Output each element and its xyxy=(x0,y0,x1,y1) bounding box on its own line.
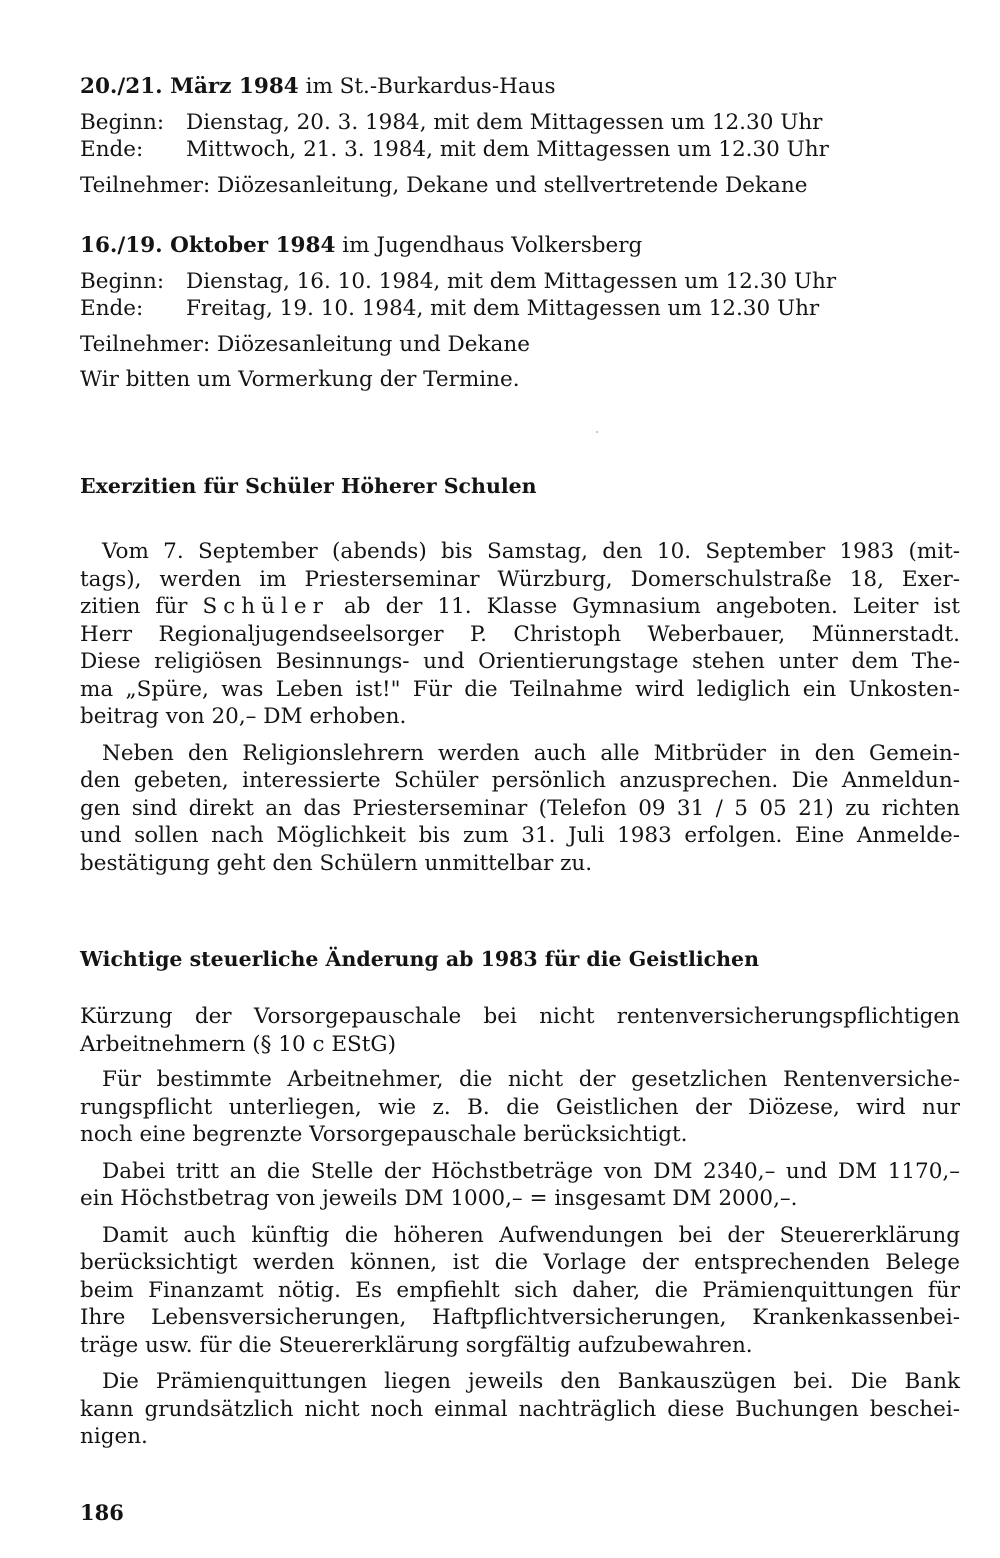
text-line: noch eine begrenzte Vorsorgepauschale berücksichtigt. xyxy=(80,1122,688,1147)
meeting-begin xyxy=(80,267,960,297)
steuer-section xyxy=(80,944,960,1451)
text-line: Ihre Lebensversicherungen, Haftpflichtversicherungen, Krankenkassenbei- xyxy=(80,1305,960,1330)
text-line: Arbeitnehmern (§ 10 c EStG) xyxy=(80,1031,396,1057)
meeting-end xyxy=(80,294,960,324)
steuer-intro xyxy=(80,1003,960,1058)
section-heading: Wichtige steuerliche Änderung ab 1983 für die Geistlichen xyxy=(80,947,759,971)
text-line: gen sind direkt an das Priesterseminar (Telefon 09 31 / 5 05 21) zu richten xyxy=(80,795,960,821)
begin-value: Dienstag, 20. 3. 1984, mit dem Mittagessen um 12.30 Uhr xyxy=(186,110,823,135)
steuer-paragraph-1 xyxy=(80,1066,960,1149)
meeting-place: im Jugendhaus Volkersberg xyxy=(335,233,643,258)
text-line: ma „Spüre, was Leben ist!" Für die Teilnahme wird lediglich ein Unkosten- xyxy=(80,676,960,702)
meeting-participants: Teilnehmer: Diözesanleitung und Dekane xyxy=(80,332,530,357)
text-line: Für bestimmte Arbeitnehmer, die nicht der gesetzlichen Rentenversiche- xyxy=(102,1067,960,1092)
text-line: und sollen nach Möglichkeit bis zum 31. Juli 1983 erfolgen. Eine Anmelde- xyxy=(80,823,960,848)
section-heading: Exerzitien für Schüler Höherer Schulen xyxy=(80,474,537,498)
exerzitien-paragraph-1 xyxy=(80,538,960,731)
exerzitien-paragraph-2 xyxy=(80,740,960,878)
end-label: Ende: xyxy=(80,137,144,162)
text-line: Damit auch künftig die höheren Aufwendungen bei der Steuererklärung xyxy=(102,1222,960,1248)
text-line: bestätigung geht den Schülern unmittelbar zu. xyxy=(80,850,593,876)
steuer-paragraph-2 xyxy=(80,1158,960,1213)
text-line: Herr Regionaljugendseelsorger P. Christoph Weberbauer, Münnerstadt. xyxy=(80,621,960,647)
text-line: beim Finanzamt nötig. Es empfiehlt sich daher, die Prämienquittungen für xyxy=(80,1277,960,1303)
begin-value: Dienstag, 16. 10. 1984, mit dem Mittagessen um 12.30 Uhr xyxy=(186,269,837,294)
exerzitien-section xyxy=(80,471,960,877)
text-line: Kürzung der Vorsorgepauschale bei nicht rentenversicherungspflichtigen xyxy=(80,1004,960,1029)
meeting-block-2 xyxy=(80,231,960,395)
begin-label: Beginn: xyxy=(80,110,165,135)
text-line: rungspflicht unterliegen, wie z. B. die Geistlichen der Diözese, wird nur xyxy=(80,1094,960,1120)
meeting-end xyxy=(80,135,960,165)
text-line xyxy=(80,593,960,621)
meeting-begin xyxy=(80,108,960,138)
steuer-paragraph-4 xyxy=(80,1368,960,1451)
meeting-date: 20./21. März 1984 xyxy=(80,74,299,99)
meetings-note: Wir bitten um Vormerkung der Termine. xyxy=(80,367,520,392)
text-line: Vom 7. September (abends) bis Samstag, den 10. September 1983 (mit- xyxy=(102,539,960,564)
text-line: ein Höchstbetrag von jeweils DM 1000,– = insgesamt DM 2000,–. xyxy=(80,1186,798,1211)
text-fragment: ab der 11. Klasse Gymnasium angeboten. Leiter ist xyxy=(328,594,960,619)
meeting-block-1 xyxy=(80,72,960,201)
text-line: Diese religiösen Besinnungs- und Orientierungstage stehen unter dem The- xyxy=(80,649,960,674)
end-value: Mittwoch, 21. 3. 1984, mit dem Mittagessen um 12.30 Uhr xyxy=(186,137,829,162)
text-line: Dabei tritt an die Stelle der Höchstbeträge von DM 2340,– und DM 1170,– xyxy=(102,1158,960,1184)
meeting-participants: Teilnehmer: Diözesanleitung, Dekane und stellvertretende Dekane xyxy=(80,173,808,198)
text-fragment: zitien für xyxy=(80,594,203,619)
text-line: kann grundsätzlich nicht noch einmal nachträglich diese Buchungen beschei- xyxy=(80,1396,960,1422)
text-line: berücksichtigt werden können, ist die Vorlage der entsprechenden Belege xyxy=(80,1250,960,1275)
text-line: beitrag von 20,– DM erhoben. xyxy=(80,704,407,729)
end-value: Freitag, 19. 10. 1984, mit dem Mittagessen um 12.30 Uhr xyxy=(186,296,820,321)
text-line: Neben den Religionslehrern werden auch alle Mitbrüder in den Gemein- xyxy=(102,740,960,766)
text-line: den gebeten, interessierte Schüler persönlich anzusprechen. Die Anmeldun- xyxy=(80,768,960,793)
text-line: Die Prämienquittungen liegen jeweils den Bankauszügen bei. Die Bank xyxy=(102,1369,960,1394)
steuer-paragraph-3 xyxy=(80,1222,960,1360)
text-line: tags), werden im Priesterseminar Würzburg, Domerschulstraße 18, Exer- xyxy=(80,566,960,592)
spaced-word: Schüler xyxy=(202,594,329,619)
text-line: träge usw. für die Steuererklärung sorgfältig aufzubewahren. xyxy=(80,1332,753,1358)
end-label: Ende: xyxy=(80,296,144,321)
meeting-date: 16./19. Oktober 1984 xyxy=(80,233,336,258)
begin-label: Beginn: xyxy=(80,269,165,294)
meeting-place: im St.-Burkardus-Haus xyxy=(298,74,556,99)
text-line: nigen. xyxy=(80,1424,148,1449)
meeting-title xyxy=(80,231,960,261)
page-number: 186 xyxy=(80,1500,124,1525)
scan-speck xyxy=(596,431,598,433)
meeting-title xyxy=(80,72,960,102)
